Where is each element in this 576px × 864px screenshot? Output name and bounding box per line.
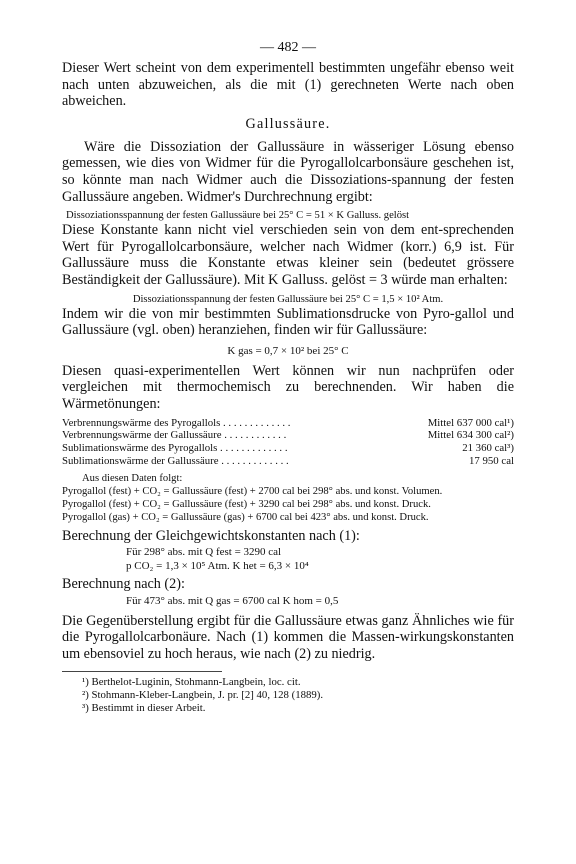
footnote-divider	[62, 671, 222, 672]
table-row	[62, 429, 514, 442]
paragraph-conclusion: Die Gegenüberstellung ergibt für die Gallussäure etwas ganz Ähnliches wie für die Pyrogallolcarbonäure. Nach (1) kommen die Massen-wirkungskonstanten um ebensoviel zu hoch heraus, wie nach (2) zu niedrig.	[62, 612, 514, 663]
footnote-1: ¹) Berthelot-Luginin, Stohmann-Langbein, loc. cit.	[82, 675, 301, 688]
table-cell-label: Sublimationswärme der Gallussäure . . . . . . . . . . . . .	[62, 454, 289, 467]
paragraph-intro: Dieser Wert scheint von dem experimentell bestimmten ungefähr ebenso weit nach unten abzuweichen, als die mit (1) gerechneten Werte nach oben abweichen.	[62, 60, 514, 110]
equation-4: Für 298° abs. mit Q fest = 3290 cal	[126, 546, 282, 559]
reaction-line-3: Pyrogallol (gas) + CO₂ = Gallussäure (gas) + 6700 cal bei 423° abs. und konst. Druck.	[62, 511, 429, 523]
table-cell-value: 17 950 cal	[469, 454, 514, 467]
footnote-2: ²) Stohmann-Kleber-Langbein, J. pr. [2] 40, 128 (1889).	[82, 688, 324, 701]
data-follows-text: Aus diesen Daten folgt:	[82, 472, 183, 484]
table-cell-label: Verbrennungswärme der Gallussäure . . . . . . . . . . . .	[62, 429, 287, 442]
table-cell-value: 21 360 cal³)	[462, 442, 514, 455]
equation-1: Dissoziationsspannung der festen Gallussäure bei 25° C = 51 × K Galluss. gelöst	[66, 210, 410, 222]
table-row	[62, 442, 514, 455]
table-cell-value: Mittel 637 000 cal¹)	[427, 416, 514, 429]
footnote-3: ³) Bestimmt in dieser Arbeit.	[82, 701, 206, 714]
table-cell-label: Verbrennungswärme des Pyrogallols . . . . . . . . . . . . .	[62, 416, 291, 429]
table-cell-label: Sublimationswärme des Pyrogallols . . . . . . . . . . . . .	[62, 442, 288, 455]
paragraph-calc-1: Berechnung der Gleichgewichtskonstanten nach (1):	[62, 527, 360, 544]
table-cell-value: Mittel 634 300 cal²)	[427, 429, 514, 442]
reaction-line-2: Pyrogallol (fest) + CO₂ = Gallussäure (fest) + 3290 cal bei 298° abs. und konst. Druck.	[62, 498, 431, 510]
paragraph-calc-2: Berechnung nach (2):	[62, 576, 185, 593]
section-heading: Gallussäure.	[245, 115, 331, 132]
paragraph-sublimation: Indem wir die von mir bestimmten Sublimationsdrucke von Pyro-gallol und Gallussäure (vgl. oben) heranziehen, finden wir für Gallussäure:	[62, 305, 514, 339]
paragraph-dissociation: Wäre die Dissoziation der Gallussäure in wässeriger Lösung ebenso gemessen, wie dies von Widmer für die Pyrogallolcarbonsäure geschehen ist, so könnte man nach Widmer auch die Dissoziations-spannung der festen Gallussäure angeben. Widmer's Durchrechnung ergibt:	[62, 138, 514, 205]
table-row	[62, 417, 514, 430]
equation-2: Dissoziationsspannung der festen Gallussäure bei 25° C = 1,5 × 10² Atm.	[132, 293, 444, 305]
equation-5: p CO₂ = 1,3 × 10⁵ Atm. K het = 6,3 × 10⁴	[126, 560, 309, 573]
page	[62, 40, 514, 715]
equation-3: K gas = 0,7 × 10² bei 25° C	[227, 344, 349, 357]
heat-table	[62, 417, 514, 468]
paragraph-quasi: Diesen quasi-experimentellen Wert können wir nun nachprüfen oder vergleichen mit thermochemisch zu berechnenden. Wir haben die Wärmetönungen:	[62, 362, 514, 412]
table-row	[62, 455, 514, 468]
reaction-line-1: Pyrogallol (fest) + CO₂ = Gallussäure (fest) + 2700 cal bei 298° abs. und konst. Volumen.	[62, 485, 443, 497]
equation-6: Für 473° abs. mit Q gas = 6700 cal K hom = 0,5	[126, 594, 339, 607]
page-number: — 482 —	[260, 40, 316, 55]
paragraph-constant: Diese Konstante kann nicht viel verschieden sein von dem ent-sprechenden Wert für Pyrogallolcarbonsäure, welcher nach Widmer (korr.) 6,9 ist. Für Gallussäure muss die Konstante etwas kleiner sein (bedeutet grössere Beständigkeit der Gallussäure). Mit K Galluss. gelöst = 3 würde man erhalten:	[62, 222, 514, 288]
